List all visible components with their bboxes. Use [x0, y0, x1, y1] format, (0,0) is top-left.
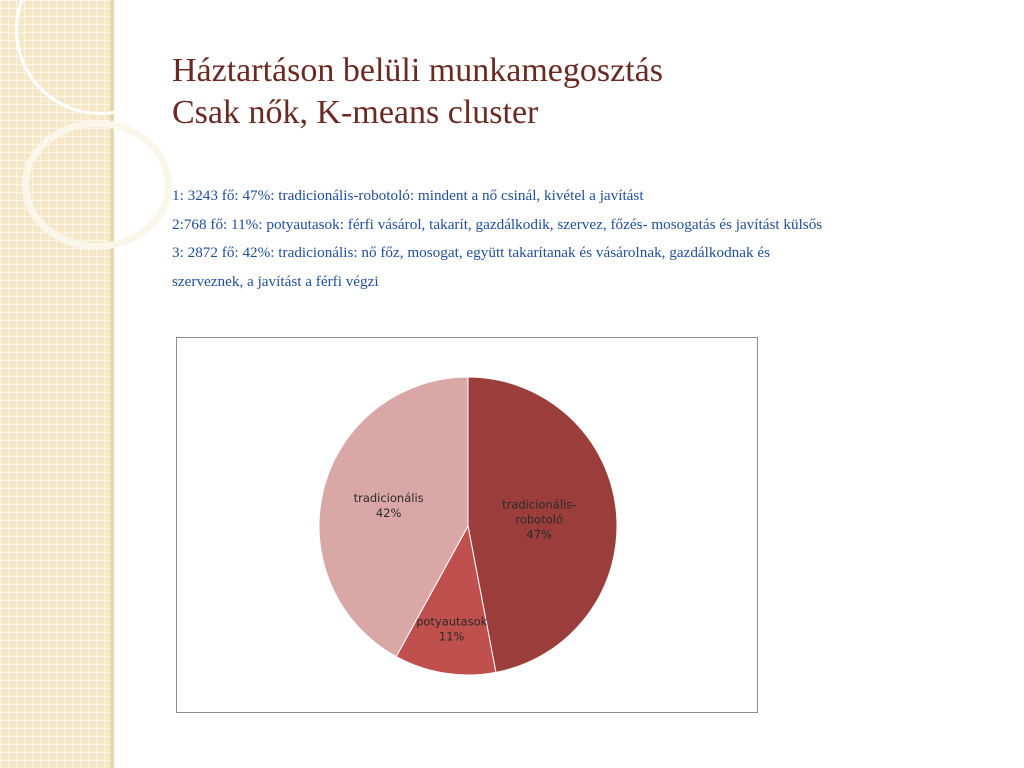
pie-chart: [177, 338, 759, 714]
cluster-description: [172, 182, 832, 296]
chart-frame: [176, 337, 758, 713]
side-strip-edge: [110, 0, 114, 768]
title-line-1: Háztartáson belüli munkamegosztás: [172, 52, 663, 89]
pie-slice-label: tradicionális 42%: [353, 491, 424, 521]
cluster-2-text: 2:768 fő: 11%: potyautasok: férfi vásárol, takarít, gazdálkodik, szervez, főzés- mosogatás és javítást külsős: [172, 215, 823, 233]
cluster-1-text: 1: 3243 fő: 47%: tradicionális-robotoló: mindent a nő csinál, kivétel a javítást: [172, 187, 644, 204]
title-line-2: Csak nők, K-means cluster: [172, 94, 539, 131]
decorative-ring: [22, 120, 172, 250]
pie-slice-label: tradicionális-robotoló 47%: [502, 497, 577, 542]
slide-title: [172, 50, 972, 134]
decorative-side-strip: [0, 0, 114, 768]
pie-slice-label: potyautasok 11%: [416, 614, 488, 644]
cluster-3-text: 3: 2872 fő: 42%: tradicionális: nő főz, mosogat, együtt takarítanak és vásárolnak, gazdálkodnak és szerveznek, a javítást a férfi végzi: [172, 244, 771, 290]
